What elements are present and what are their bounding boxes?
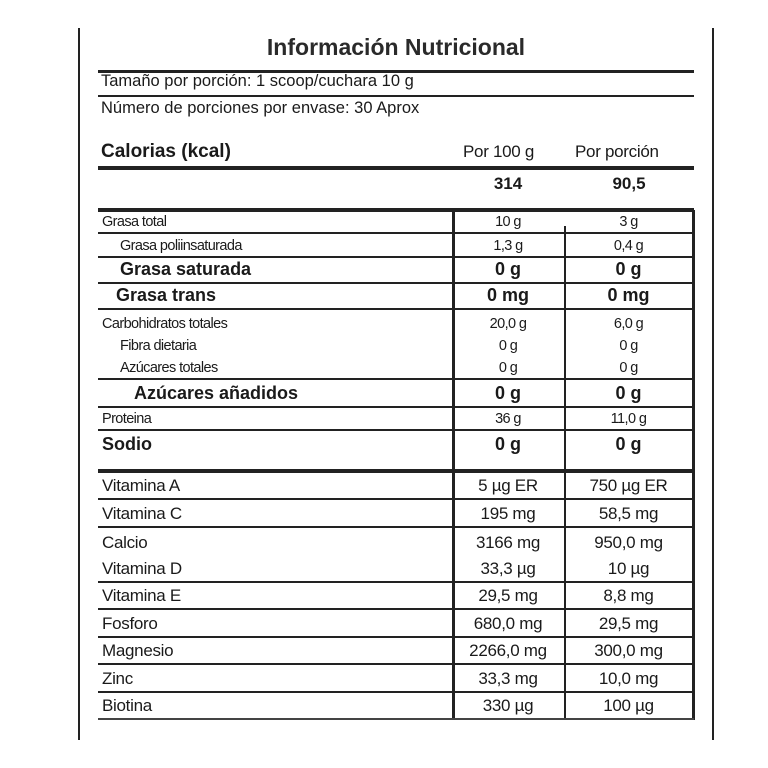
value-per-100g: 0 g — [498, 360, 518, 376]
value-per-100g: 0 g — [498, 338, 518, 354]
nutrient-name: Vitamina C — [102, 504, 182, 523]
micronutrient-row — [98, 473, 694, 500]
value-per-100g: 3166 mg — [475, 533, 541, 552]
nutrient-row — [98, 356, 694, 380]
nutrient-name: Fosforo — [102, 614, 158, 633]
nutrient-row — [98, 334, 694, 356]
micronutrient-row — [98, 583, 694, 610]
nutrient-name: Grasa total — [102, 214, 167, 230]
value-per-100g: 33,3 µg — [480, 559, 536, 578]
servings-per-container: Número de porciones por envase: 30 Aprox — [101, 99, 420, 117]
value-per-serving: 58,5 mg — [598, 504, 659, 523]
value-per-serving: 0 g — [619, 360, 638, 376]
nutrient-row — [98, 212, 694, 234]
value-per-serving: 29,5 mg — [598, 614, 659, 633]
value-per-serving: 0 g — [615, 383, 642, 403]
nutrient-row — [98, 380, 694, 408]
micronutrient-row — [98, 665, 694, 693]
value-per-serving: 0,4 g — [613, 238, 644, 254]
value-per-serving: 0 g — [615, 434, 642, 454]
micronutrient-row — [98, 555, 694, 583]
value-per-100g: 5 µg ER — [478, 476, 538, 495]
value-per-serving: 0 g — [619, 338, 638, 354]
nutrient-name: Vitamina A — [102, 476, 180, 495]
value-per-serving: 300,0 mg — [594, 641, 663, 660]
value-per-100g: 20,0 g — [489, 316, 527, 332]
micronutrient-row — [98, 528, 694, 555]
nutrient-name: Magnesio — [102, 641, 174, 660]
left-border — [78, 28, 80, 740]
value-per-100g: 195 mg — [480, 504, 536, 523]
value-per-100g: 0 g — [494, 259, 521, 279]
nutrient-name: Azúcares totales — [120, 360, 218, 376]
nutrient-name: Vitamina E — [102, 586, 181, 605]
value-per-serving: 11,0 g — [610, 411, 647, 427]
nutrient-name: Grasa saturada — [120, 259, 252, 279]
nutrient-name: Sodio — [102, 434, 152, 454]
calories-label: Calorias (kcal) — [101, 141, 231, 162]
value-per-serving: 0 mg — [607, 285, 650, 305]
value-per-100g: 2266,0 mg — [469, 641, 547, 660]
column-header-per-serving: Por porción — [575, 142, 659, 161]
nutrient-row — [98, 284, 694, 310]
value-per-serving: 10,0 mg — [598, 669, 659, 688]
micronutrient-row — [98, 610, 694, 638]
value-per-serving: 750 µg ER — [589, 476, 668, 495]
column-header-per-100g: Por 100 g — [463, 142, 535, 161]
value-per-100g: 680,0 mg — [473, 614, 543, 633]
divider — [98, 166, 694, 170]
value-per-serving: 8,8 mg — [603, 586, 654, 605]
nutrient-row — [98, 408, 694, 431]
calories-per-serving: 90,5 — [612, 174, 646, 193]
divider — [98, 95, 694, 97]
micronutrient-row — [98, 693, 694, 720]
value-per-100g: 36 g — [495, 411, 521, 427]
value-per-serving: 100 µg — [603, 696, 654, 715]
value-per-100g: 10 g — [495, 214, 521, 230]
nutrient-row — [98, 258, 694, 284]
nutrient-name: Grasa poliinsaturada — [120, 238, 242, 254]
micronutrient-row — [98, 500, 694, 528]
nutrient-name: Azúcares añadidos — [134, 383, 299, 403]
value-per-100g: 33,3 mg — [478, 669, 538, 688]
value-per-serving: 6,0 g — [613, 316, 644, 332]
label-title: Información Nutricional — [266, 34, 526, 60]
nutrient-row — [98, 234, 694, 258]
calories-per-100g: 314 — [493, 174, 523, 193]
nutrient-row — [98, 431, 694, 461]
nutrient-name: Proteina — [102, 411, 152, 427]
value-per-serving: 10 µg — [607, 559, 650, 578]
value-per-100g: 0 g — [494, 434, 521, 454]
nutrient-name: Calcio — [102, 533, 148, 552]
nutrient-name: Fibra dietaria — [120, 338, 197, 354]
value-per-100g: 1,3 g — [493, 238, 523, 254]
value-per-serving: 3 g — [619, 214, 638, 230]
nutrient-row — [98, 310, 694, 334]
nutrient-name: Vitamina D — [102, 559, 182, 578]
nutrient-name: Grasa trans — [116, 285, 217, 305]
value-per-100g: 29,5 mg — [478, 586, 538, 605]
nutrient-name: Zinc — [102, 669, 133, 688]
serving-size: Tamaño por porción: 1 scoop/cuchara 10 g — [101, 72, 414, 90]
value-per-serving: 950,0 mg — [594, 533, 663, 552]
value-per-100g: 0 mg — [486, 285, 529, 305]
micronutrient-row — [98, 638, 694, 665]
nutrient-name: Carbohidratos totales — [102, 316, 228, 332]
nutrient-name: Biotina — [102, 696, 152, 715]
value-per-100g: 330 µg — [482, 696, 534, 715]
value-per-serving: 0 g — [615, 259, 642, 279]
value-per-100g: 0 g — [494, 383, 521, 403]
right-border — [712, 28, 714, 740]
